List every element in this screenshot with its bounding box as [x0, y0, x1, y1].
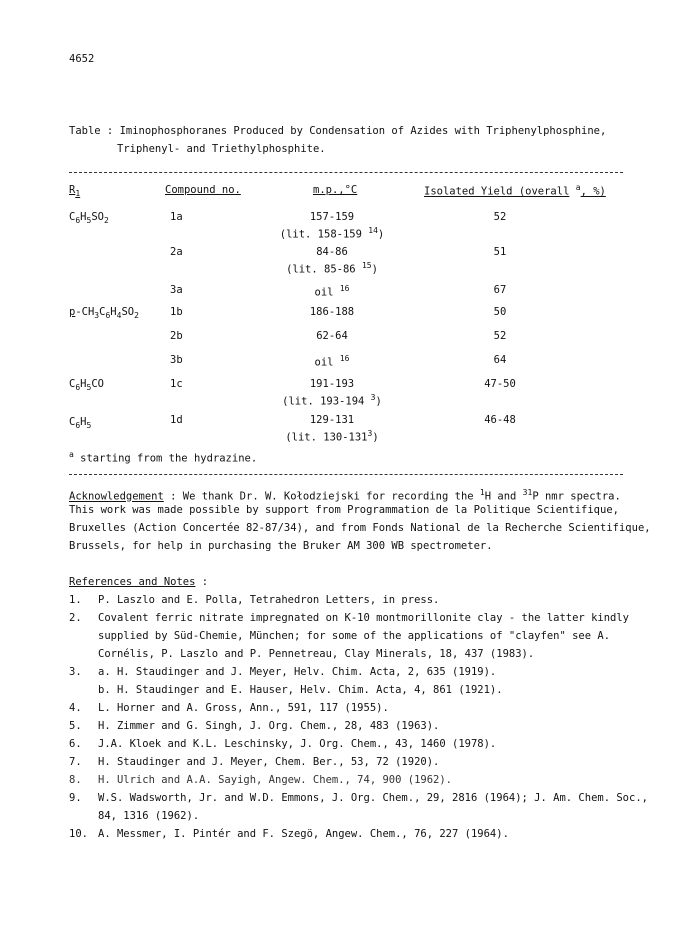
compound-1a: 1a	[170, 211, 183, 223]
header-compound: Compound no.	[165, 184, 241, 196]
reference-number: 10.	[69, 828, 88, 840]
reference-number: 9.	[69, 792, 82, 804]
yield-1c: 47-50	[484, 378, 516, 390]
table-caption-line2: Triphenyl- and Triethylphosphite.	[117, 143, 326, 155]
reference-text: A. Messmer, I. Pintér and F. Szegö, Angew. Chem., 76, 227 (1964).	[98, 828, 509, 840]
yield-1b: 50	[493, 306, 507, 318]
reference-text: Cornélis, P. Laszlo and P. Pennetreau, Clay Minerals, 18, 437 (1983).	[98, 648, 535, 660]
lit-1c: (lit. 193-194 $^3$)	[282, 393, 382, 408]
reference-number: 1.	[69, 594, 82, 606]
mp-3b: oil $^{16}$	[314, 354, 350, 369]
footnote-mark: a	[69, 450, 74, 459]
reference-text: H. Ulrich and A.A. Sayigh, Angew. Chem., 74, 900 (1962).	[98, 774, 453, 786]
reference-text: L. Horner and A. Gross, Ann., 591, 117 (1955).	[98, 702, 389, 714]
yield-2a: 51	[493, 246, 507, 258]
reference-text: P. Laszlo and E. Polla, Tetrahedron Letters, in press.	[98, 594, 440, 606]
reference-text: J.A. Kloek and K.L. Leschinsky, J. Org. Chem., 43, 1460 (1978).	[98, 738, 497, 750]
header-yield-tail: , %)	[580, 185, 606, 198]
r1-group-tosyl: $p-CH_3C_6H_4SO_2$	[69, 306, 139, 321]
table-bottom-rule	[69, 474, 623, 475]
reference-number: 8.	[69, 774, 82, 786]
header-yield	[424, 181, 606, 199]
lit-1d: (lit. $130-131^3$)	[285, 429, 379, 444]
footnote-text: starting from the hydrazine.	[80, 452, 258, 465]
reference-number: 7.	[69, 756, 82, 768]
reference-text: supplied by Süd-Chemie, München; for some of the applications of "clayfen" see A.	[98, 630, 611, 642]
header-yield-sup: a	[575, 183, 581, 192]
compound-1d: 1d	[170, 414, 183, 426]
lit-1a: (lit. 158-159 $^{14}$)	[279, 226, 385, 241]
reference-number: 2.	[69, 612, 82, 624]
header-yield-label: Isolated Yield (overall	[424, 185, 570, 198]
table-top-rule	[69, 172, 623, 173]
lit-2a: (lit. 85-86 $^{15}$)	[286, 261, 378, 276]
compound-3b: 3b	[170, 354, 183, 366]
header-r1-label: R	[69, 184, 76, 196]
reference-text: H. Staudinger and J. Meyer, Chem. Ber., 53, 72 (1920).	[98, 756, 440, 768]
compound-1b: 1b	[170, 306, 183, 318]
mp-1c: 191-193	[309, 378, 355, 390]
acknowledgement-heading: Acknowledgement	[69, 490, 164, 503]
reference-text: Covalent ferric nitrate impregnated on K-10 montmorillonite clay - the latter kindly	[98, 612, 630, 624]
reference-number: 6.	[69, 738, 82, 750]
mp-2a: 84-86	[316, 246, 348, 258]
mp-1a: 157-159	[309, 211, 355, 223]
table-footnote	[69, 448, 257, 466]
r1-group-phenylsulfonyl: $C_6H_5SO_2$	[69, 211, 109, 226]
acknowledgement-line1: Acknowledgement : We thank Dr. W. Kołodziejski for recording the $^1$H and $^{31}$P nmr spectra.	[69, 488, 621, 503]
compound-1c: 1c	[170, 378, 183, 390]
header-r1-sub: 1	[75, 189, 81, 199]
reference-text: H. Zimmer and G. Singh, J. Org. Chem., 28, 483 (1963).	[98, 720, 440, 732]
header-mp: m.p.,°C	[313, 184, 358, 196]
acknowledgement-line3: Bruxelles (Action Concertée 82-87/34), and from Fonds National de la Recherche Scientifique,	[69, 522, 651, 534]
yield-3b: 64	[493, 354, 507, 366]
reference-number: 3.	[69, 666, 82, 678]
mp-1d: 129-131	[309, 414, 355, 426]
acknowledgement-line2: This work was made possible by support from Programmation de la Politique Scientifique,	[69, 504, 619, 516]
yield-2b: 52	[493, 330, 507, 342]
mp-2b: 62-64	[316, 330, 348, 342]
reference-text: a. H. Staudinger and J. Meyer, Helv. Chim. Acta, 2, 635 (1919).	[98, 666, 497, 678]
acknowledgement-line4: Brussels, for help in purchasing the Bruker AM 300 WB spectrometer.	[69, 540, 493, 552]
references-heading: References and Notes :	[69, 576, 209, 588]
yield-3a: 67	[493, 284, 507, 296]
compound-2a: 2a	[170, 246, 183, 258]
compound-2b: 2b	[170, 330, 183, 342]
mp-1b: 186-188	[309, 306, 355, 318]
reference-number: 4.	[69, 702, 82, 714]
mp-3a: oil $^{16}$	[314, 284, 350, 299]
yield-1d: 46-48	[484, 414, 516, 426]
compound-3a: 3a	[170, 284, 183, 296]
reference-text: b. H. Staudinger and E. Hauser, Helv. Chim. Acta, 4, 861 (1921).	[98, 684, 503, 696]
reference-number: 5.	[69, 720, 82, 732]
yield-1a: 52	[493, 211, 507, 223]
page-number: 4652	[69, 53, 95, 65]
reference-text: W.S. Wadsworth, Jr. and W.D. Emmons, J. Org. Chem., 29, 2816 (1964); J. Am. Chem. Soc.,	[98, 792, 648, 804]
r1-group-benzoyl: $C_6H_5CO$	[69, 378, 104, 393]
reference-text: 84, 1316 (1962).	[98, 810, 200, 822]
table-caption-line1: Table : Iminophosphoranes Produced by Condensation of Azides with Triphenylphosphine,	[69, 125, 607, 137]
header-r1	[69, 184, 80, 200]
r1-group-phenyl: $C_6H_5$	[69, 416, 92, 431]
